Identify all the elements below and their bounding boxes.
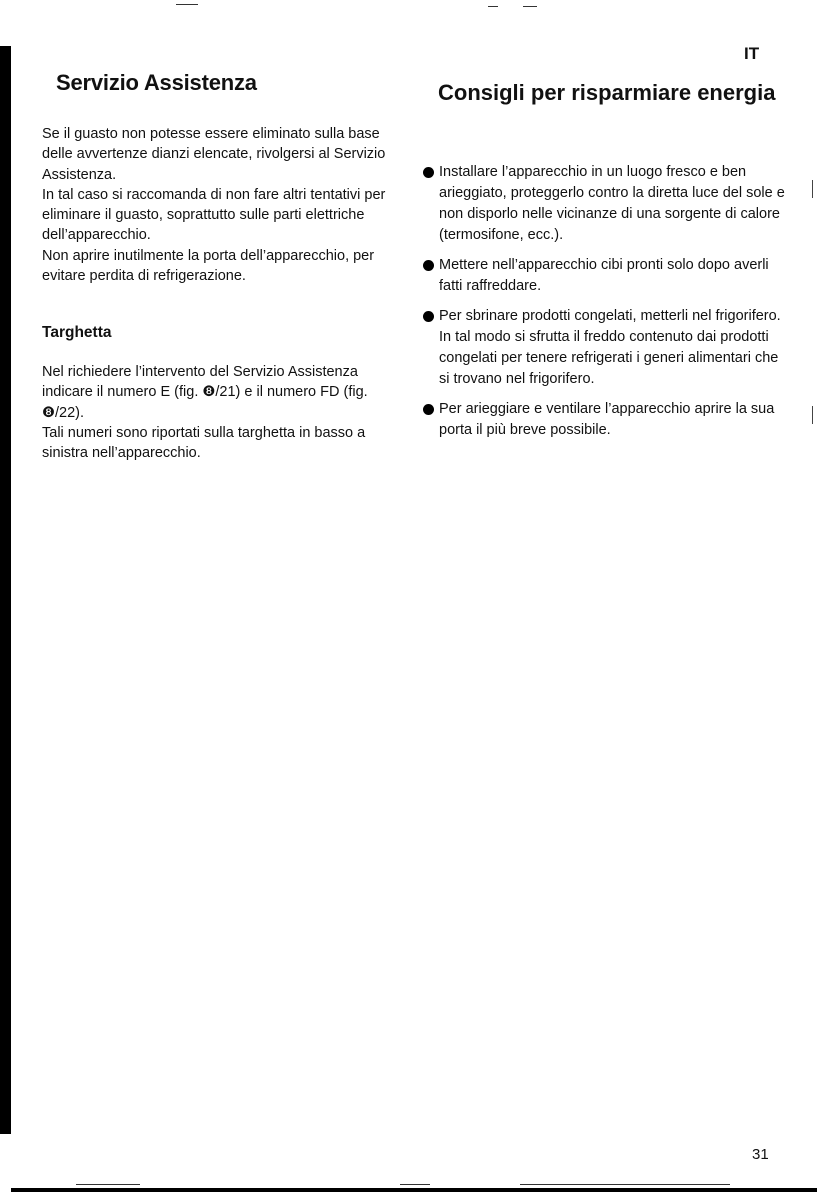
paragraph: Non aprire inutilmente la porta dell’apparecchio, per evitare perdita di refrigerazione. [42,247,375,285]
paragraph: In tal caso si raccomanda di non fare altri tentativi per eliminare il guasto, soprattutto sulle parti elettriche dell’apparecchio. [42,186,386,244]
list-item: Installare l’apparecchio in un luogo fresco e ben arieggiato, proteggerlo contro la diretta luce del sole e non disporlo nelle vicinanze di una sorgente di calore (termosifone, ecc.). [423,162,785,246]
page-number: 31 [752,1146,769,1163]
scan-mark [812,406,813,424]
paragraph: Tali numeri sono riportati sulla targhetta in basso a sinistra nell’apparecchio. [42,424,366,462]
bullet-icon [423,260,434,271]
bullet-icon [423,404,434,415]
language-code: IT [744,44,760,63]
scan-border-left [0,46,11,1134]
bullet-icon [423,311,434,322]
scan-border-bottom [11,1188,817,1192]
subheading-rating-plate: Targhetta [42,324,112,341]
list-item: Mettere nell’apparecchio cibi pronti solo dopo averli fatti raffreddare. [423,255,785,297]
list-item: Per arieggiare e ventilare l’apparecchio aprire la sua porta il più breve possibile. [423,399,785,441]
bullet-icon [423,167,434,178]
service-text [42,124,402,286]
section-title-energy: Consigli per risparmiare energia [438,80,776,105]
rating-plate-text [42,362,402,463]
paragraph: Se il guasto non potesse essere eliminato sulla base delle avvertenze dianzi elencate, rivolgersi al Servizio Assistenza. [42,126,386,183]
scan-mark [812,180,813,198]
energy-tips-list [423,162,785,450]
list-item: Per sbrinare prodotti congelati, metterli nel frigorifero. In tal modo si sfrutta il freddo contenuto dai prodotti congelati per tenere refrigerati i generi alimentari che si trovano nel frigorifero. [423,306,785,390]
paragraph: Nel richiedere l’intervento del Servizio Assistenza indicare il numero E (fig. ❽/21) e il numero FD (fig. ❽/22). [42,364,368,421]
section-title-service: Servizio Assistenza [56,70,257,95]
